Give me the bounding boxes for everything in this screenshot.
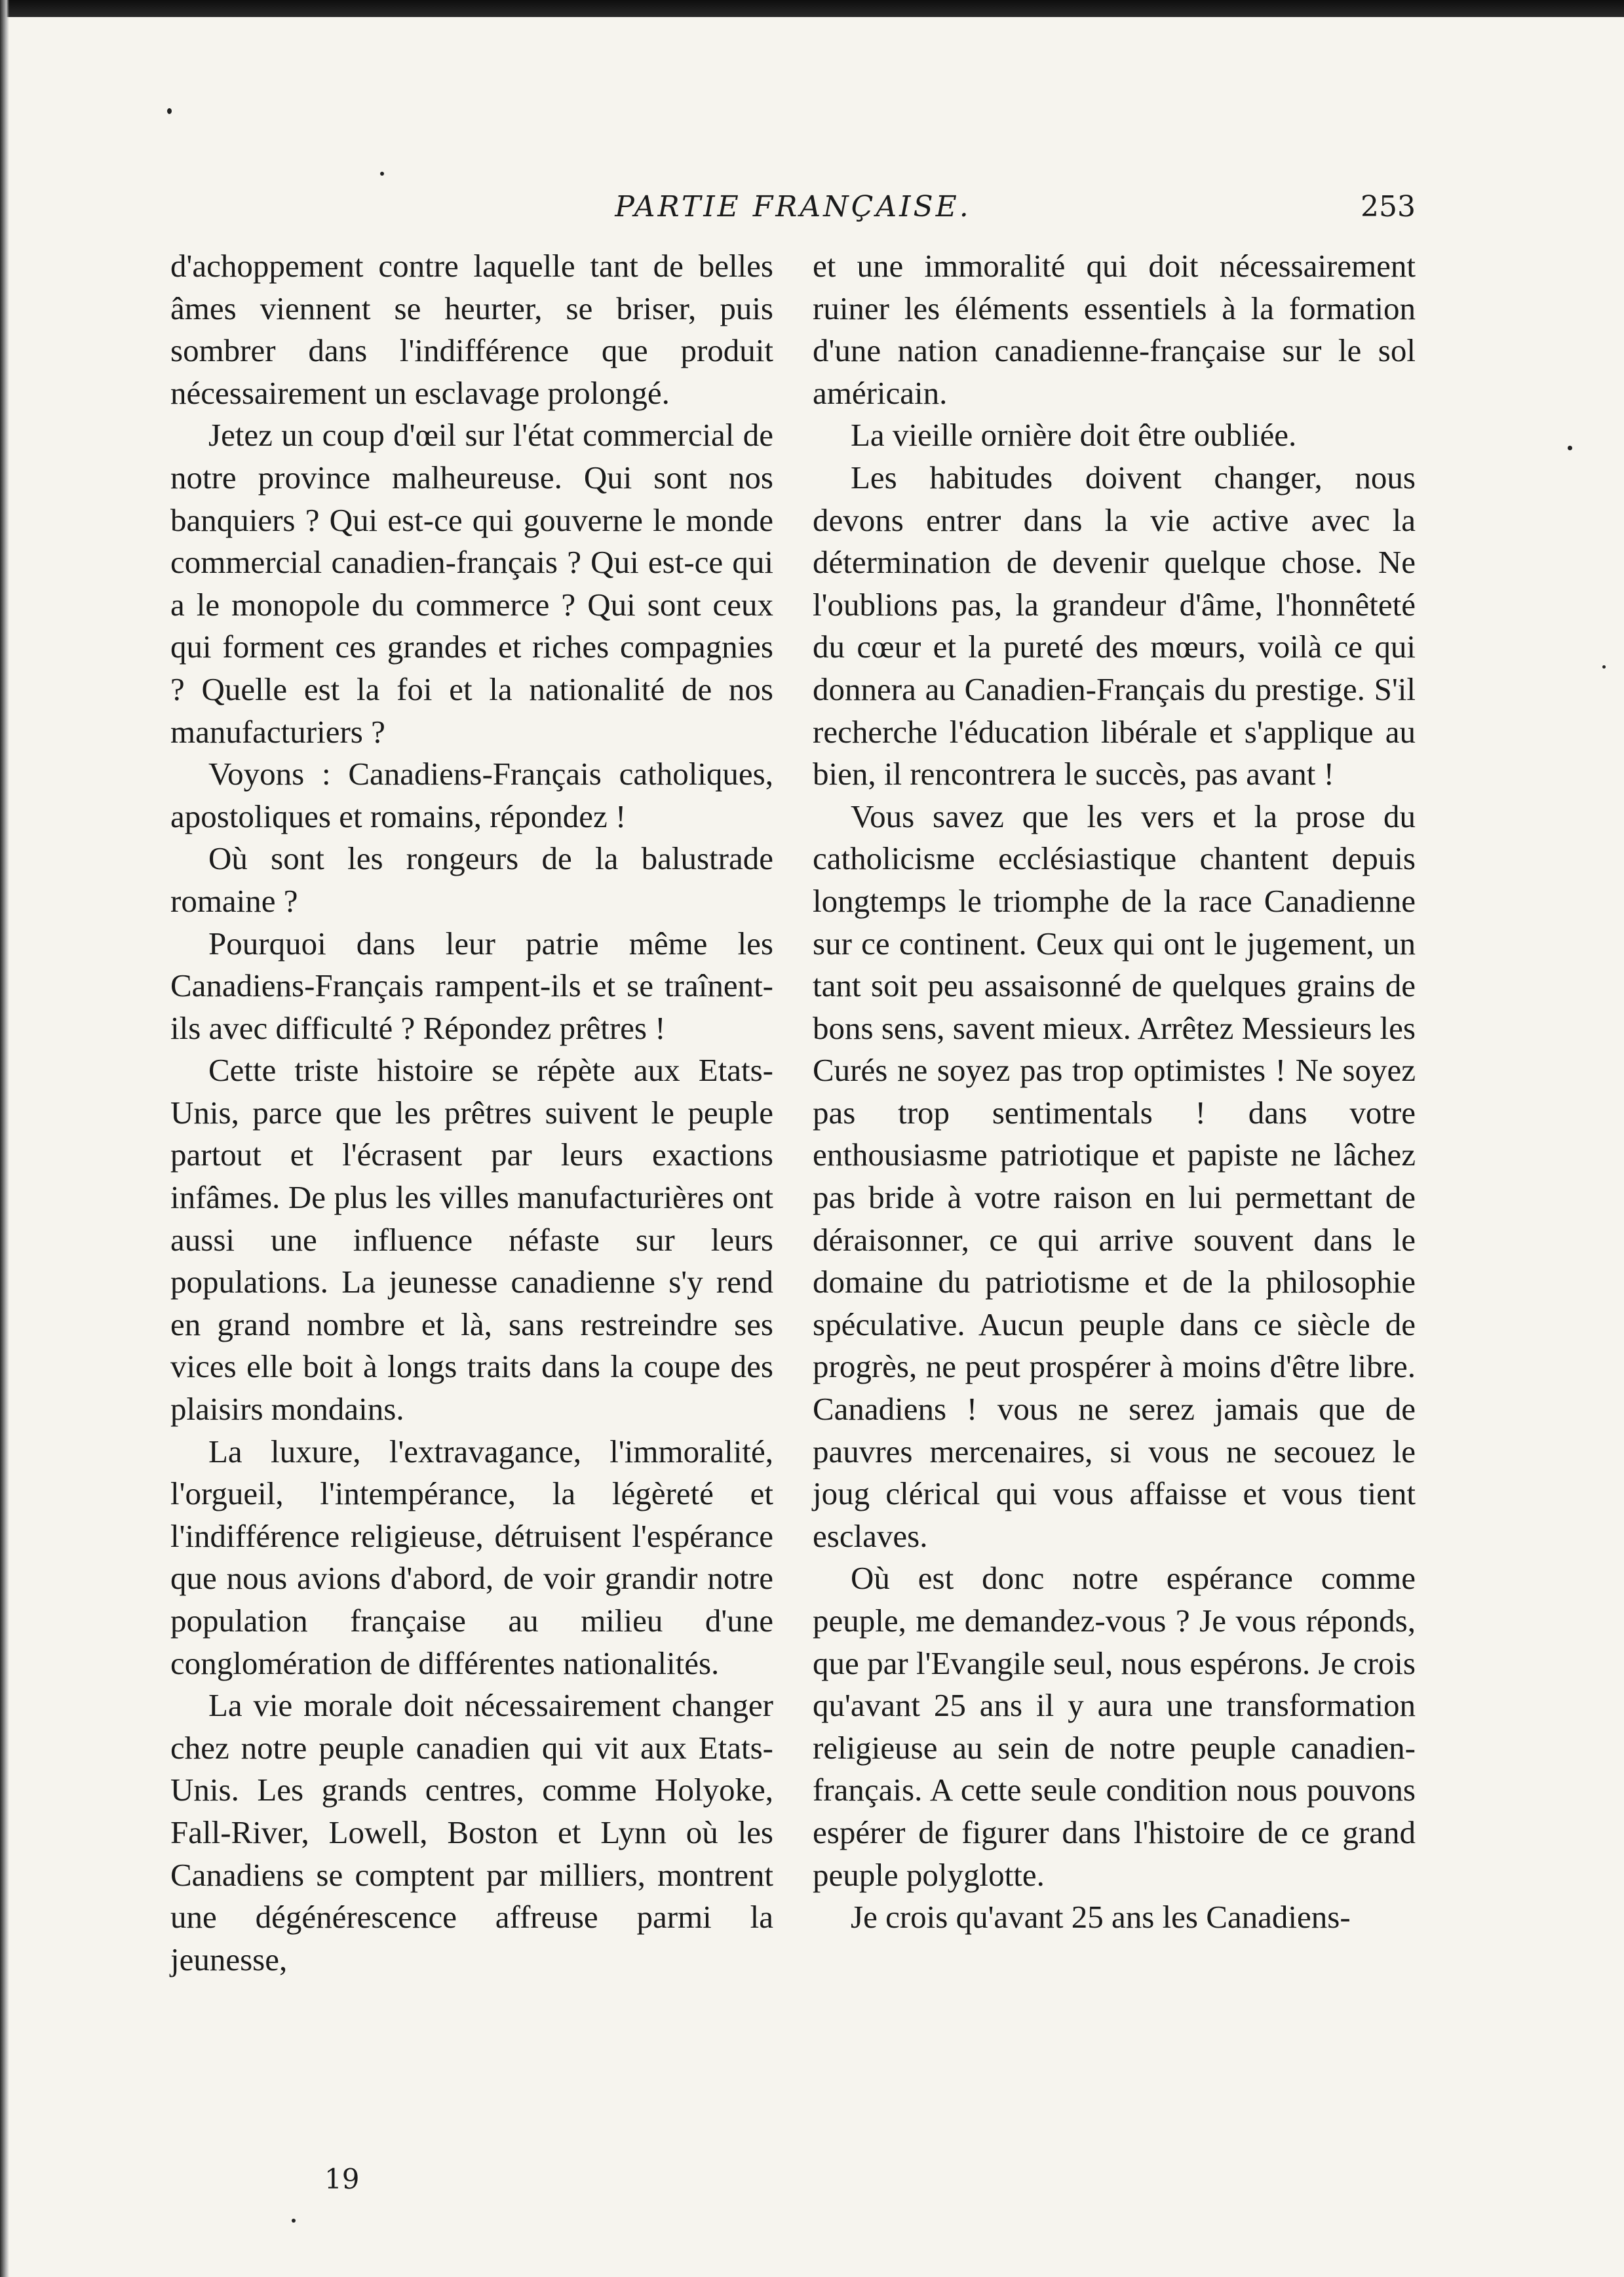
running-title: PARTIE FRANÇAISE. [615, 190, 971, 224]
paragraph: La vieille ornière doit être oubliée. [851, 417, 1297, 454]
paragraph: Où sont les rongeurs de la balustrade romaine ? [170, 840, 773, 919]
scan-top-border [0, 0, 1624, 17]
scan-speck [1568, 446, 1572, 450]
left-column [170, 245, 773, 2133]
paragraph: Cette triste histoire se répète aux Etats-Unis, parce que les prêtres suivent le peuple partout et l'écrasent par leurs exactions infâmes. De plus les villes manufacturières ont aussi une influence néfaste sur leurs populations. La jeunesse canadienne s'y rend en grand nombre et là, sans restreindre ses vices elle boit à longs traits dans la coupe des plaisirs mondains. [170, 1052, 773, 1428]
paragraph: Jetez un coup d'œil sur l'état commercial de notre province malheureuse. Qui sont nos banquiers ? Qui est-ce qui gouverne le monde commercial canadien-français ? Qui est-ce qui a le monopole du commerce ? Qui sont ceux qui forment ces grandes et riches compagnies ? Quelle est la foi et la nationalité de nos manufacturiers ? [170, 417, 773, 750]
paragraph: Je crois qu'avant 25 ans les Canadiens- [851, 1899, 1351, 1936]
scan-speck [380, 172, 384, 176]
paragraph: d'achoppement contre laquelle tant de belles âmes viennent se heurter, se briser, puis sombrer dans l'indifférence que produit nécessairement un esclavage prolongé. [170, 248, 773, 411]
paragraph: La vie morale doit nécessairement changer chez notre peuple canadien qui vit aux Etats-Unis. Les grands centres, comme Holyoke, Fall-River, Lowell, Boston et Lynn où les Canadiens se comptent par milliers, montrent une dégénérescence affreuse parmi la jeunesse, [170, 1687, 773, 1977]
page-header [170, 190, 1416, 236]
scan-speck [167, 108, 172, 114]
paragraph: La luxure, l'extravagance, l'immoralité, l'orgueil, l'intempérance, la légèreté et l'indifférence religieuse, détruisent l'espérance que nous avions d'abord, de voir grandir notre population française au milieu d'une conglomération de différentes nationalités. [170, 1433, 773, 1681]
scan-speck [1602, 665, 1606, 669]
paragraph: Vous savez que les vers et la prose du catholicisme ecclésiastique chantent depuis longtemps le triomphe de la race Canadienne sur ce continent. Ceux qui ont le jugement, un tant soit peu assaisonné de quelques grains de bons sens, savent mieux. Arrêtez Messieurs les Curés ne soyez pas trop optimistes ! Ne soyez pas trop sentimentals ! dans votre enthousiasme patriotique et papiste ne lâchez pas bride à votre raison en lui permettant de déraisonner, ce qui arrive souvent dans le domaine du patriotisme et de la philosophie spéculative. Aucun peuple dans ce siècle de progrès, ne peut prospérer à moins d'être libre. Canadiens ! vous ne serez jamais que de pauvres mercenaires, si vous ne secouez le joug clérical qui vous affaisse et vous tient esclaves. [813, 798, 1416, 1554]
scan-left-border [0, 0, 9, 2277]
paragraph: Pourquoi dans leur patrie même les Canadiens-Français rampent-ils et se traînent-ils avec difficulté ? Répondez prêtres ! [170, 925, 773, 1046]
signature-mark: 19 [324, 2163, 360, 2195]
scan-speck [292, 2219, 296, 2223]
paragraph: Voyons : Canadiens-Français catholiques, apostoliques et romains, répondez ! [170, 756, 773, 834]
right-column [813, 245, 1416, 2133]
paragraph: et une immoralité qui doit nécessairement ruiner les éléments essentiels à la formation d'une nation canadienne-française sur le sol américain. [813, 248, 1416, 411]
paragraph: Les habitudes doivent changer, nous devons entrer dans la vie active avec la détermination de devenir quelque chose. Ne l'oublions pas, la grandeur d'âme, l'honnêteté du cœur et la pureté des mœurs, voilà ce qui donnera au Canadien-Français du prestige. S'il recherche l'éducation libérale et s'applique au bien, il rencontrera le succès, pas avant ! [813, 459, 1416, 792]
paragraph: Où est donc notre espérance comme peuple, me demandez-vous ? Je vous réponds, que par l'Evangile seul, nous espérons. Je crois qu'avant 25 ans il y aura une transformation religieuse au sein de notre peuple canadien-français. A cette seule condition nous pouvons espérer de figurer dans l'histoire de ce grand peuple polyglotte. [813, 1560, 1416, 1893]
page-number: 253 [1361, 190, 1416, 224]
